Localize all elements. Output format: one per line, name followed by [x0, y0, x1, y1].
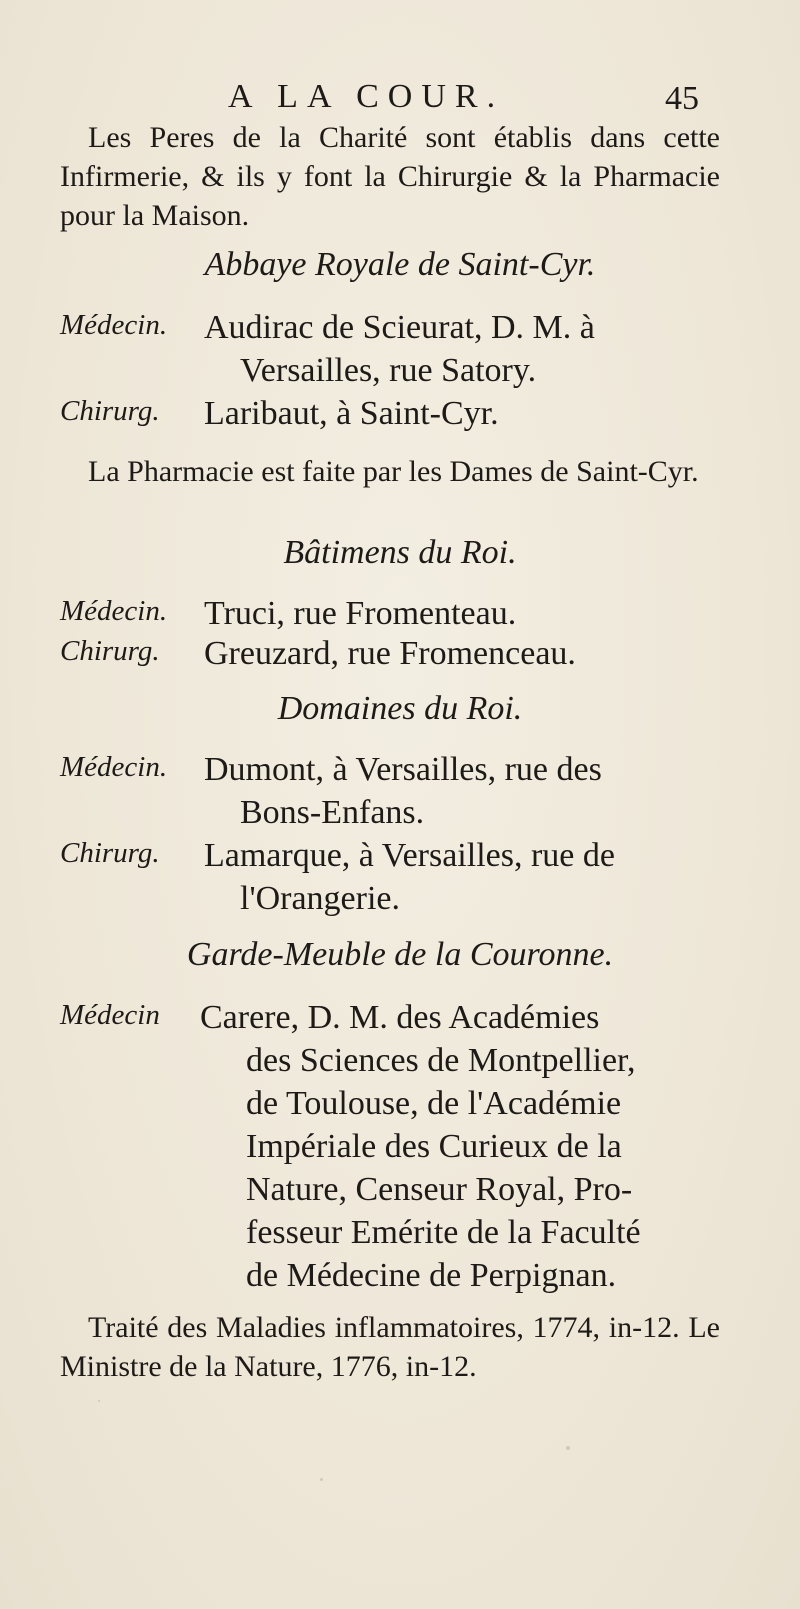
entry-line: de Toulouse, de l'Académie	[246, 1085, 622, 1122]
entry-role: Médecin.	[60, 595, 168, 627]
entry-text	[204, 748, 724, 834]
entry-role: Médecin.	[60, 751, 168, 783]
section-title-garde-meuble: Garde-Meuble de la Couronne.	[186, 936, 614, 973]
entry-line: l'Orangerie.	[240, 880, 400, 917]
intro-paragraph: Les Peres de la Charité sont établis dans cette Infirmerie, & ils y font la Chirurgie & la Pharmacie pour la Maison.	[60, 121, 720, 232]
running-title: A LA COUR.	[228, 78, 505, 115]
entry-line: Lamarque, à Versailles, rue de	[204, 837, 615, 874]
saint-cyr-note: La Pharmacie est faite par les Dames de Saint-Cyr.	[88, 455, 699, 488]
paper-speck	[320, 1478, 323, 1481]
entry-line: Truci, rue Fromenteau.	[204, 595, 517, 632]
entry-line: Carere, D. M. des Académies	[200, 999, 600, 1036]
section-title-saint-cyr: Abbaye Royale de Saint-Cyr.	[204, 246, 596, 283]
entry-line: fesseur Emérite de la Faculté	[246, 1214, 641, 1251]
entry-role: Médecin.	[60, 309, 168, 341]
section-title-domaines: Domaines du Roi.	[277, 690, 523, 727]
entry-line: Audirac de Scieurat, D. M. à	[204, 309, 595, 346]
entry-text	[204, 632, 724, 675]
entry-line: Greuzard, rue Fromenceau.	[204, 635, 576, 672]
entry-role: Médecin	[60, 999, 160, 1031]
entry-role: Chirurg.	[60, 395, 160, 427]
entry-role: Chirurg.	[60, 635, 160, 667]
paper-speck	[566, 1446, 570, 1450]
entry-text	[204, 306, 724, 392]
entry-line: Dumont, à Versailles, rue des	[204, 751, 602, 788]
entry-line: de Médecine de Perpignan.	[246, 1257, 617, 1294]
entry-role: Chirurg.	[60, 837, 160, 869]
entry-text	[204, 592, 724, 635]
entry-text	[204, 834, 724, 920]
section-title-batimens: Bâtimens du Roi.	[283, 534, 517, 571]
entry-line: Bons-Enfans.	[240, 794, 425, 831]
entry-line: Impériale des Curieux de la	[246, 1128, 622, 1165]
page-number: 45	[665, 80, 699, 117]
garde-meuble-note: Traité des Maladies inflammatoires, 1774, in-12. Le Ministre de la Nature, 1776, in-12.	[60, 1311, 720, 1383]
paper-speck	[98, 1400, 100, 1402]
entry-line: des Sciences de Montpellier,	[246, 1042, 636, 1079]
entry-text	[204, 392, 724, 435]
entry-line: Versailles, rue Satory.	[240, 352, 537, 389]
entry-text	[200, 996, 784, 1297]
entry-line: Nature, Censeur Royal, Pro-	[246, 1171, 633, 1208]
entry-line: Laribaut, à Saint-Cyr.	[204, 395, 499, 432]
